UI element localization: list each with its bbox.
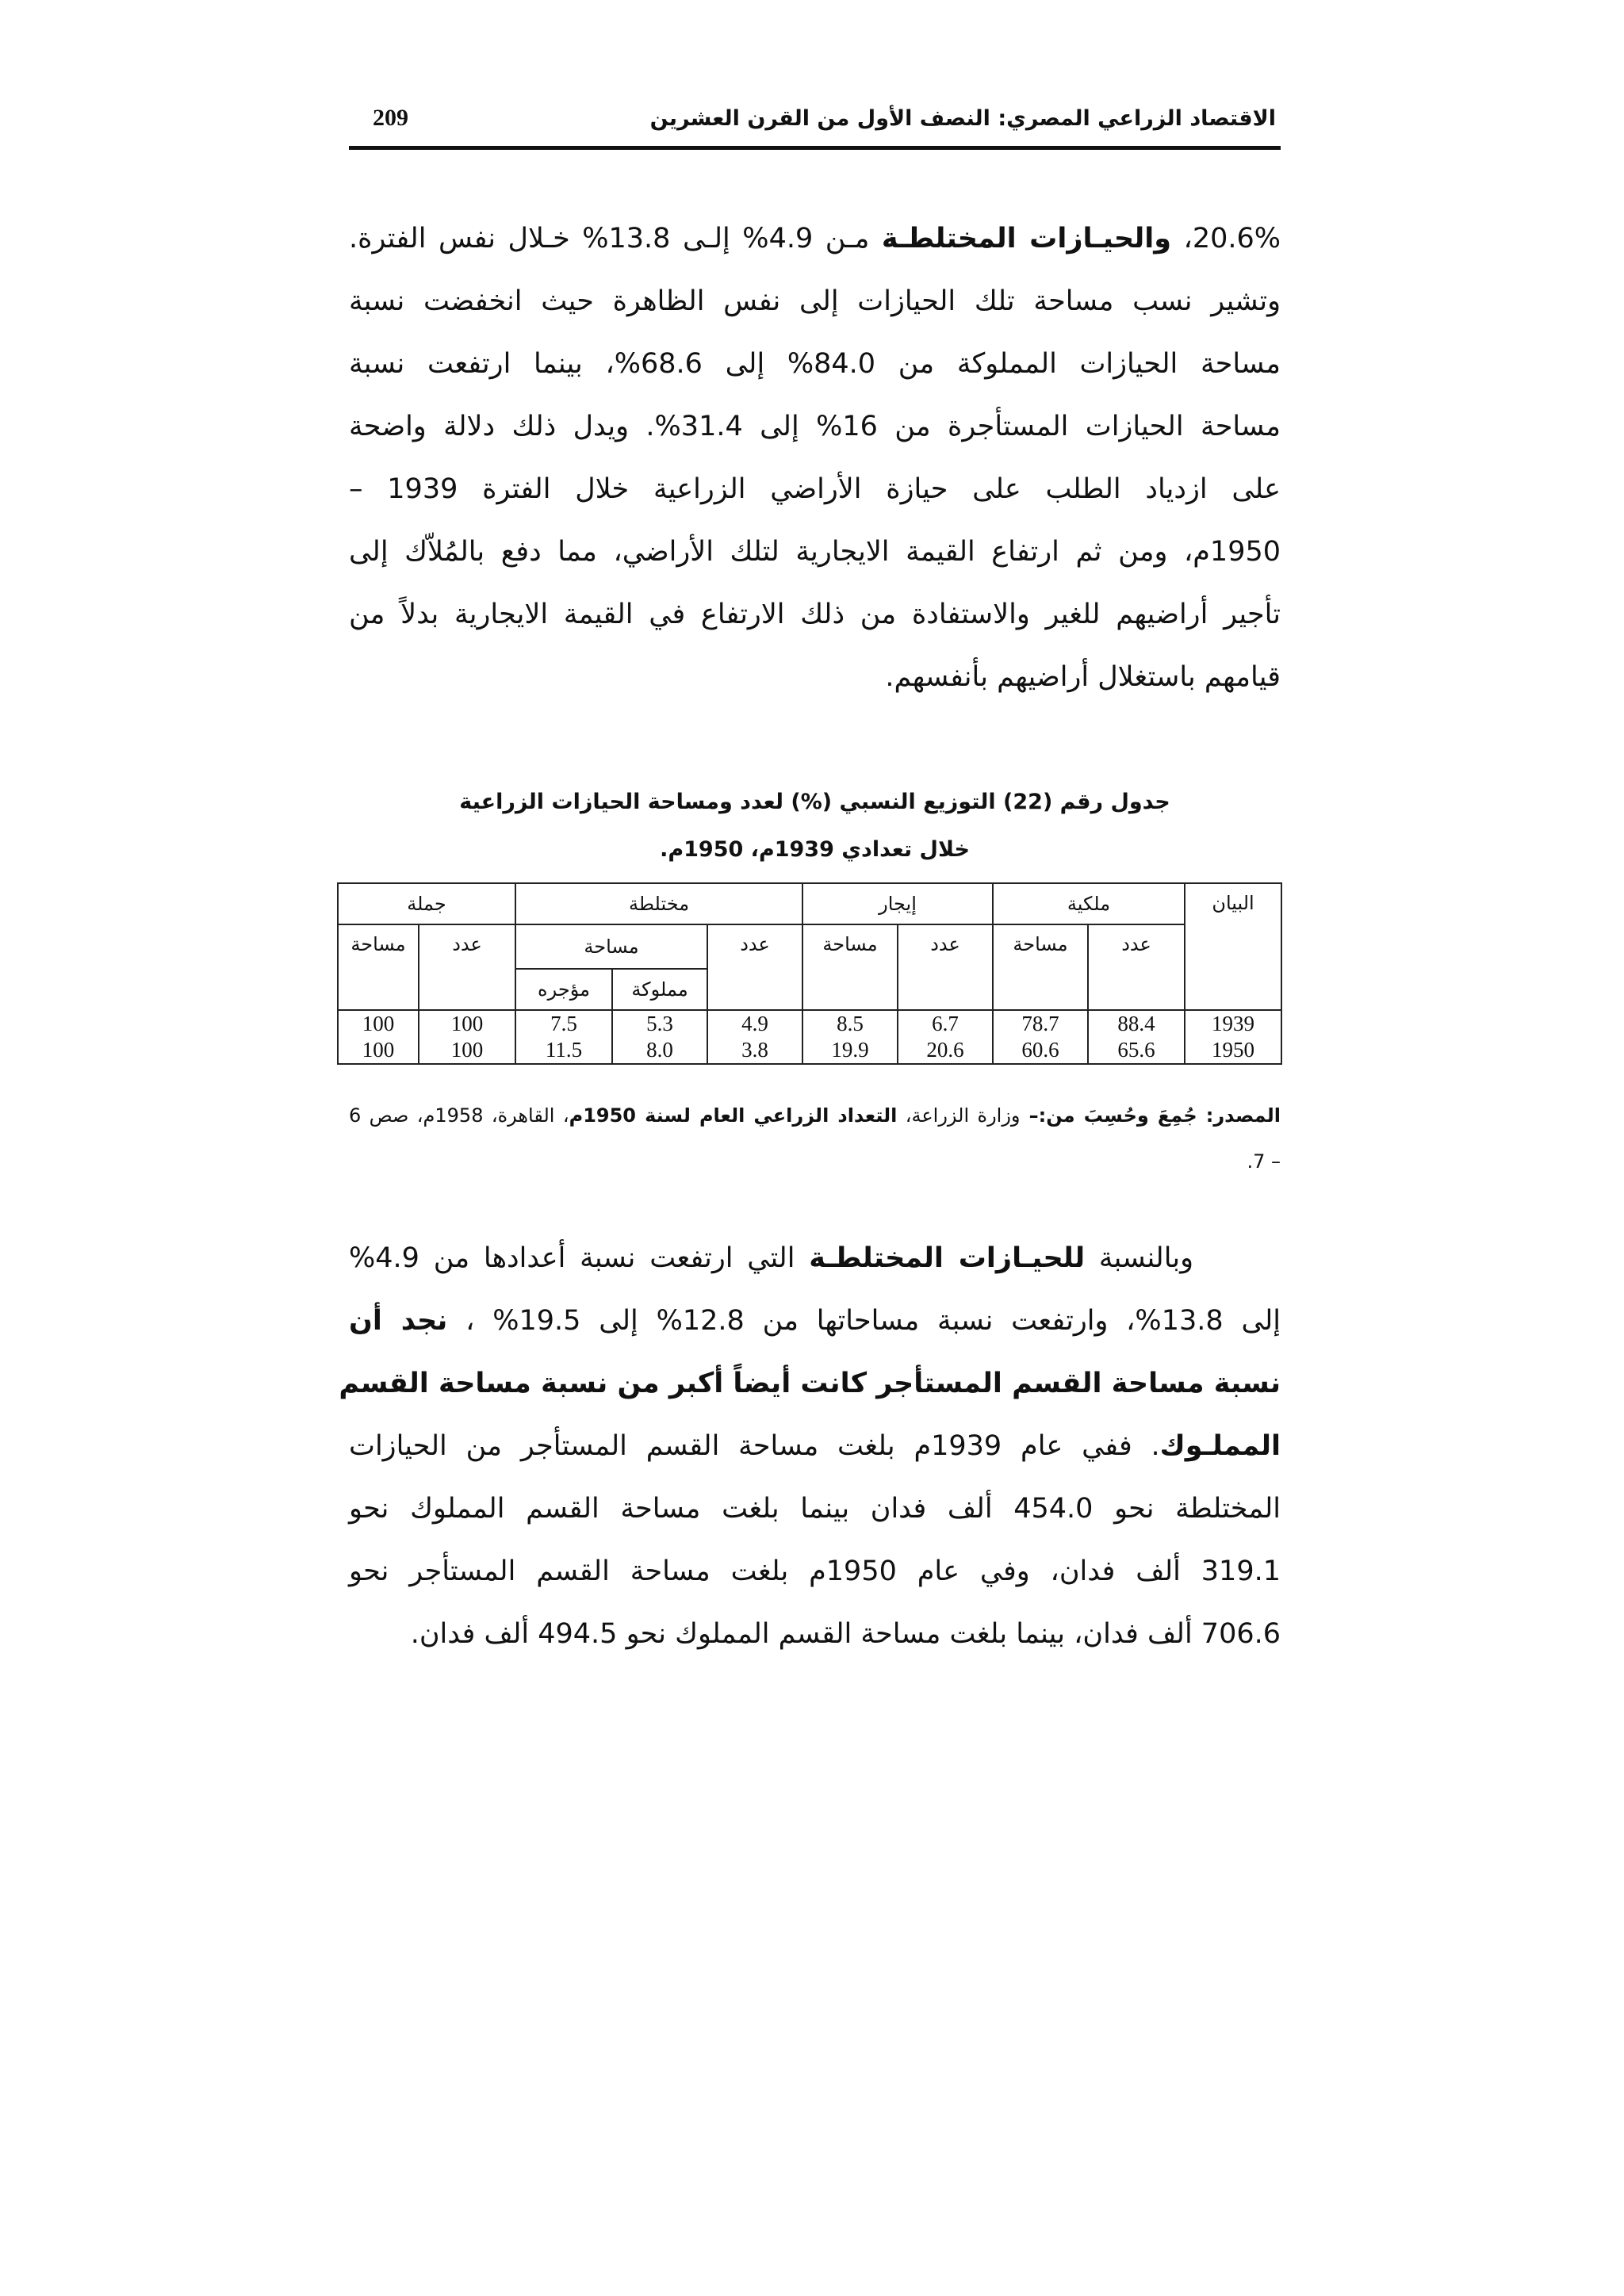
paragraph-2-line-7: 706.6 ألف فدان، بينما بلغت مساحة القسم المملوك نحو 494.5 ألف فدان. bbox=[410, 1618, 1281, 1650]
paragraph-1-line-7: تأجير أراضيهم للغير والاستفادة من ذلك الارتفاع في القيمة الايجارية بدلاً من bbox=[349, 599, 1281, 630]
table-title: جدول رقم (22) التوزيع النسبي (%) لعدد ومساحة الحيازات الزراعية bbox=[459, 790, 1170, 814]
cell-rent-count: 20.6 bbox=[898, 1037, 993, 1064]
cell-total-count: 100 bbox=[419, 1010, 515, 1037]
cell-owned-area: 78.7 bbox=[993, 1010, 1088, 1037]
header-rent: إيجار bbox=[802, 883, 993, 924]
header-statement: البيان bbox=[1185, 883, 1281, 1010]
source-line-2: – 7. bbox=[1247, 1150, 1281, 1173]
header-owned: ملكية bbox=[993, 883, 1185, 924]
header-owned-count: عدد bbox=[1088, 924, 1185, 1010]
cell-mixed-count: 4.9 bbox=[707, 1010, 802, 1037]
header-mixed-count: عدد bbox=[707, 924, 802, 1010]
source-ministry: وزارة الزراعة، bbox=[897, 1104, 1021, 1127]
source-line-1 bbox=[349, 1093, 1281, 1138]
table-row bbox=[338, 1037, 1281, 1064]
header-mixed-owned: مملوكة bbox=[612, 969, 707, 1010]
cell-mixed-area-owned: 5.3 bbox=[612, 1010, 707, 1037]
bold-term: نجد أن bbox=[349, 1305, 448, 1337]
header-mixed-area: مساحة bbox=[515, 924, 707, 969]
cell-mixed-area-rented: 7.5 bbox=[515, 1010, 612, 1037]
cell-mixed-count: 3.8 bbox=[707, 1037, 802, 1064]
source-census-title: التعداد الزراعي العام لسنة 1950م bbox=[569, 1104, 898, 1127]
header-mixed-rented: مؤجره bbox=[515, 969, 612, 1010]
holdings-table bbox=[337, 882, 1282, 1065]
cell-rent-count: 6.7 bbox=[898, 1010, 993, 1037]
header-owned-area: مساحة bbox=[993, 924, 1088, 1010]
paragraph-1-line-5: على ازدياد الطلب على حيازة الأراضي الزراعية خلال الفترة 1939 – bbox=[349, 473, 1281, 505]
page-header bbox=[349, 101, 1281, 150]
page-number: 209 bbox=[373, 105, 408, 131]
source-publication: ، القاهرة، 1958م، صص 6 bbox=[349, 1104, 569, 1127]
cell-mixed-area-rented: 11.5 bbox=[515, 1037, 612, 1064]
cell-total-count: 100 bbox=[419, 1037, 515, 1064]
header-rent-area: مساحة bbox=[802, 924, 898, 1010]
bold-term: والحيـازات المختلطـة bbox=[881, 223, 1172, 254]
bold-term: المملـوك bbox=[1159, 1430, 1281, 1462]
cell-rent-area: 19.9 bbox=[802, 1037, 898, 1064]
text-run: 20.6%، bbox=[1171, 223, 1281, 254]
bold-term: للحيـازات المختلطـة bbox=[809, 1242, 1086, 1274]
cell-total-area: 100 bbox=[338, 1010, 419, 1037]
cell-owned-count: 65.6 bbox=[1088, 1037, 1185, 1064]
paragraph-1-line-4: مساحة الحيازات المستأجرة من 16% إلى 31.4%. ويدل ذلك دلالة واضحة bbox=[349, 411, 1281, 442]
header-total: جملة bbox=[338, 883, 515, 924]
text-run: مـن 4.9% إلـى 13.8% خـلال نفس الفترة. bbox=[349, 223, 882, 254]
cell-total-area: 100 bbox=[338, 1037, 419, 1064]
cell-year: 1950 bbox=[1185, 1037, 1281, 1064]
paragraph-1-line-1 bbox=[349, 208, 1281, 270]
paragraph-1-line-2: وتشير نسب مساحة تلك الحيازات إلى نفس الظاهرة حيث انخفضت نسبة bbox=[349, 285, 1281, 317]
text-run: التي ارتفعت نسبة أعدادها من 4.9% bbox=[349, 1242, 810, 1274]
table-row bbox=[338, 1010, 1281, 1037]
paragraph-2-line-1 bbox=[349, 1227, 1281, 1290]
paragraph-2-line-5: المختلطة نحو 454.0 ألف فدان بينما بلغت مساحة القسم المملوك نحو bbox=[349, 1493, 1281, 1525]
cell-owned-count: 88.4 bbox=[1088, 1010, 1185, 1037]
paragraph-2-line-6: 319.1 ألف فدان، وفي عام 1950م بلغت مساحة القسم المستأجر نحو bbox=[349, 1556, 1281, 1587]
cell-mixed-area-owned: 8.0 bbox=[612, 1037, 707, 1064]
text-run: إلى 13.8%، وارتفعت نسبة مساحاتها من 12.8% إلى 19.5% ، bbox=[447, 1305, 1281, 1337]
paragraph-2 bbox=[339, 1227, 1281, 1666]
running-title: الاقتصاد الزراعي المصري: النصف الأول من القرن العشرين bbox=[649, 106, 1276, 131]
header-rent-count: عدد bbox=[898, 924, 993, 1010]
paragraph-1-line-3: مساحة الحيازات المملوكة من 84.0% إلى 68.6%، بينما ارتفعت نسبة bbox=[349, 348, 1281, 380]
header-mixed: مختلطة bbox=[515, 883, 802, 924]
paragraph-1-line-6: 1950م، ومن ثم ارتفاع القيمة الايجارية لتلك الأراضي، مما دفع بالمُلاّك إلى bbox=[349, 536, 1281, 568]
table-source-note bbox=[349, 1093, 1281, 1184]
cell-year: 1939 bbox=[1185, 1010, 1281, 1037]
text-run: . ففي عام 1939م بلغت مساحة القسم المستأجر من الحيازات bbox=[349, 1430, 1160, 1462]
text-run: وبالنسبة bbox=[1085, 1242, 1193, 1274]
header-total-area: مساحة bbox=[338, 924, 419, 1010]
source-label: المصدر: جُمِعَ وحُسِبَ من:– bbox=[1020, 1104, 1281, 1127]
table-subtitle: خلال تعدادي 1939م، 1950م. bbox=[660, 837, 970, 862]
paragraph-2-line-4 bbox=[349, 1415, 1281, 1478]
paragraph-1-line-8: قيامهم باستغلال أراضيهم بأنفسهم. bbox=[885, 661, 1281, 693]
paragraph-2-line-3: نسبة مساحة القسم المستأجر كانت أيضاً أكبر من نسبة مساحة القسم bbox=[339, 1368, 1281, 1399]
header-total-count: عدد bbox=[419, 924, 515, 1010]
paragraph-1 bbox=[349, 208, 1281, 709]
paragraph-2-line-2 bbox=[349, 1290, 1281, 1353]
cell-rent-area: 8.5 bbox=[802, 1010, 898, 1037]
cell-owned-area: 60.6 bbox=[993, 1037, 1088, 1064]
